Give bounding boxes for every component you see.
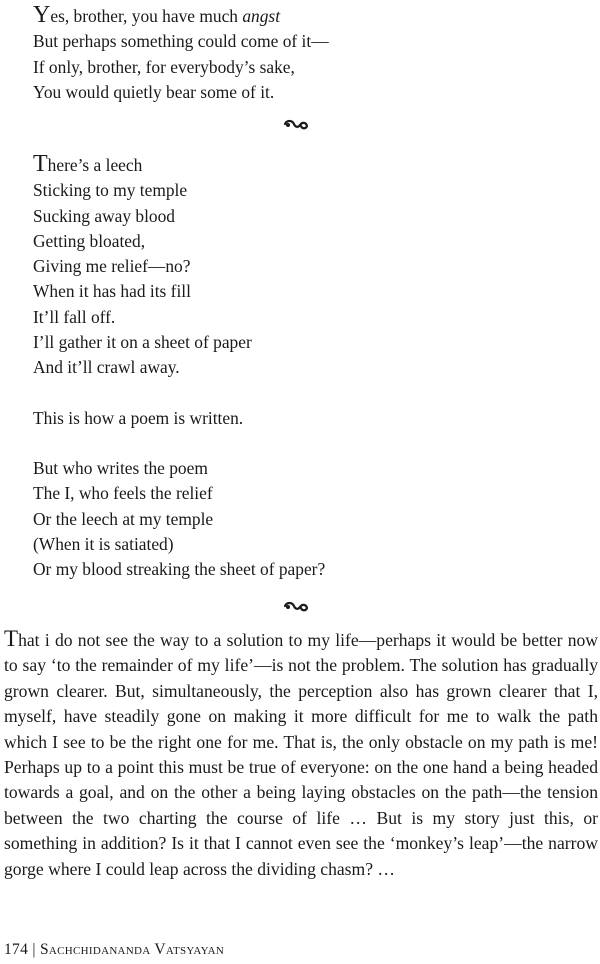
poem-line: And it’ll crawl away. (33, 357, 180, 378)
running-author: Sachchidananda Vatsyayan (39, 941, 225, 958)
fleuron-icon (282, 118, 310, 132)
poem-2 (33, 152, 325, 582)
poem-line: There’s a leech (33, 151, 143, 177)
poem-line: It’ll fall off. (33, 306, 116, 327)
poem-line: This is how a poem is written. (33, 407, 244, 428)
paragraph-text: hat i do not see the way to a solution to my life—perhaps it would be better now to say ‘to the remainder of my life’—is not the problem. The solution has gradually grown clearer. But, simultaneously, the perception also has grown clearer that I, myself, have steadily gone on making it more difficult for me to walk the path which I see to be the right one for me. That is, the only obstacle on my path is me! Perhaps up to a point this must be true of everyone: on the one hand a being headed towards a goal, and on the other a being laying obstacles on the path—the tension between the two charting the course of life … But is my story just this, or something in addition? Is it that I cannot even see the ‘monkey’s leap’—the narrow gorge where I could leap across the dividing chasm? … (4, 630, 598, 879)
poem-line: When it has had its fill (33, 281, 191, 302)
poem-line: If only, brother, for everybody’s sake, (33, 56, 295, 77)
poem-line: Giving me relief—no? (33, 256, 191, 277)
poem-line: But perhaps something could come of it— (33, 31, 329, 52)
stanza-break (33, 431, 325, 456)
drop-cap: T (33, 151, 48, 177)
page-number: 174 (4, 941, 29, 958)
page-footer (4, 941, 224, 959)
poem-line: You would quietly bear some of it. (33, 81, 275, 102)
italic-word: angst (242, 6, 281, 26)
stanza-break (33, 381, 325, 406)
poem-line: Sticking to my temple (33, 180, 188, 201)
poem-line: Getting bloated, (33, 230, 146, 251)
poem-line: Or my blood streaking the sheet of paper? (33, 559, 326, 580)
poem-line: (When it is satiated) (33, 533, 174, 554)
poem-line: Sucking away blood (33, 205, 176, 226)
poem-line: The I, who feels the relief (33, 483, 213, 504)
poem-line: But who writes the poem (33, 457, 208, 478)
footer-separator: | (32, 941, 36, 958)
fleuron-icon (282, 600, 310, 614)
prose-paragraph (4, 627, 598, 882)
poem-1 (33, 3, 329, 105)
poem-line: Yes, brother, you have much angst (33, 2, 281, 28)
drop-cap: T (4, 626, 19, 651)
poem-line: I’ll gather it on a sheet of paper (33, 332, 252, 353)
drop-cap: Y (33, 2, 51, 28)
poem-line: Or the leech at my temple (33, 508, 214, 529)
